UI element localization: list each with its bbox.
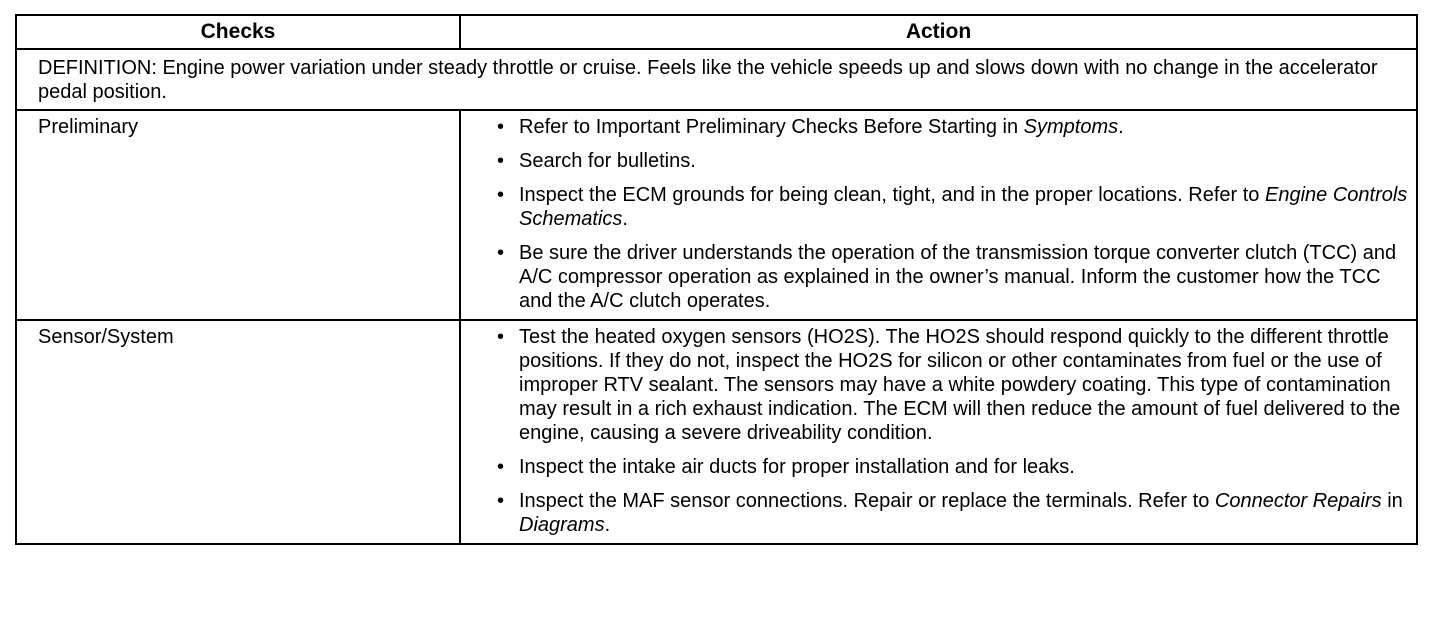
action-item: [485, 455, 1408, 479]
action-text: Inspect the ECM grounds for being clean, tight, and in the proper locations. Refer to: [519, 184, 1265, 206]
action-reference: Diagrams: [519, 514, 605, 536]
action-cell: [460, 110, 1417, 320]
action-text: Inspect the MAF sensor connections. Repair or replace the terminals. Refer to: [519, 490, 1215, 512]
action-text-end: .: [604, 514, 611, 536]
header-checks: Checks: [16, 15, 460, 49]
action-list: [461, 111, 1416, 319]
action-reference: Symptoms: [1023, 116, 1119, 138]
action-text: Inspect the intake air ducts for proper installation and for leaks.: [519, 456, 1075, 478]
header-action: Action: [460, 15, 1417, 49]
action-text: Test the heated oxygen sensors (HO2S). The HO2S should respond quickly to the different throttle positions. If they do not, inspect the HO2S for silicon or other contaminates from fuel or the use of improper RTV sealant. The sensors may have a white powdery coating. This type of contamination may result in a rich exhaust indication. The ECM will then reduce the amount of fuel delivered to the engine, causing a severe driveability condition.: [519, 326, 1401, 444]
header-row: [16, 15, 1417, 49]
definition-text: DEFINITION: Engine power variation under steady throttle or cruise. Feels like the vehicle speeds up and slows down with no change in the accelerator pedal position.: [16, 49, 1417, 110]
bullet-icon: •: [497, 456, 505, 478]
bullet-icon: •: [497, 490, 505, 512]
bullet-icon: •: [497, 184, 505, 206]
definition-row: [16, 49, 1417, 110]
action-cell: [460, 320, 1417, 544]
diagnostic-table: [15, 14, 1418, 545]
action-reference: Engine Controls Schematics: [519, 184, 1408, 230]
table-row: [16, 110, 1417, 320]
action-text-end: .: [1118, 116, 1124, 138]
bullet-icon: •: [497, 242, 505, 264]
check-label-preliminary: Preliminary: [16, 110, 460, 320]
action-text: Search for bulletins.: [519, 150, 696, 172]
bullet-icon: •: [497, 326, 505, 348]
action-item: [485, 115, 1408, 139]
action-text: Be sure the driver understands the operation of the transmission torque converter clutch (TCC) and A/C compressor operation as explained in the owner’s manual. Inform the customer how the TCC and the A/C clutch operates.: [519, 242, 1397, 312]
action-item: [485, 325, 1408, 445]
action-item: [485, 183, 1408, 231]
action-reference: Connector Repairs: [1214, 490, 1382, 512]
action-item: [485, 489, 1408, 537]
bullet-icon: •: [497, 150, 505, 172]
action-text-end: .: [622, 208, 628, 230]
action-item: [485, 149, 1408, 173]
action-item: [485, 241, 1408, 313]
action-list: [461, 321, 1416, 543]
check-label-sensor-system: Sensor/System: [16, 320, 460, 544]
bullet-icon: •: [497, 116, 505, 138]
table-row: [16, 320, 1417, 544]
action-text-mid: in: [1381, 490, 1403, 512]
action-text: Refer to Important Preliminary Checks Before Starting in: [519, 116, 1024, 138]
